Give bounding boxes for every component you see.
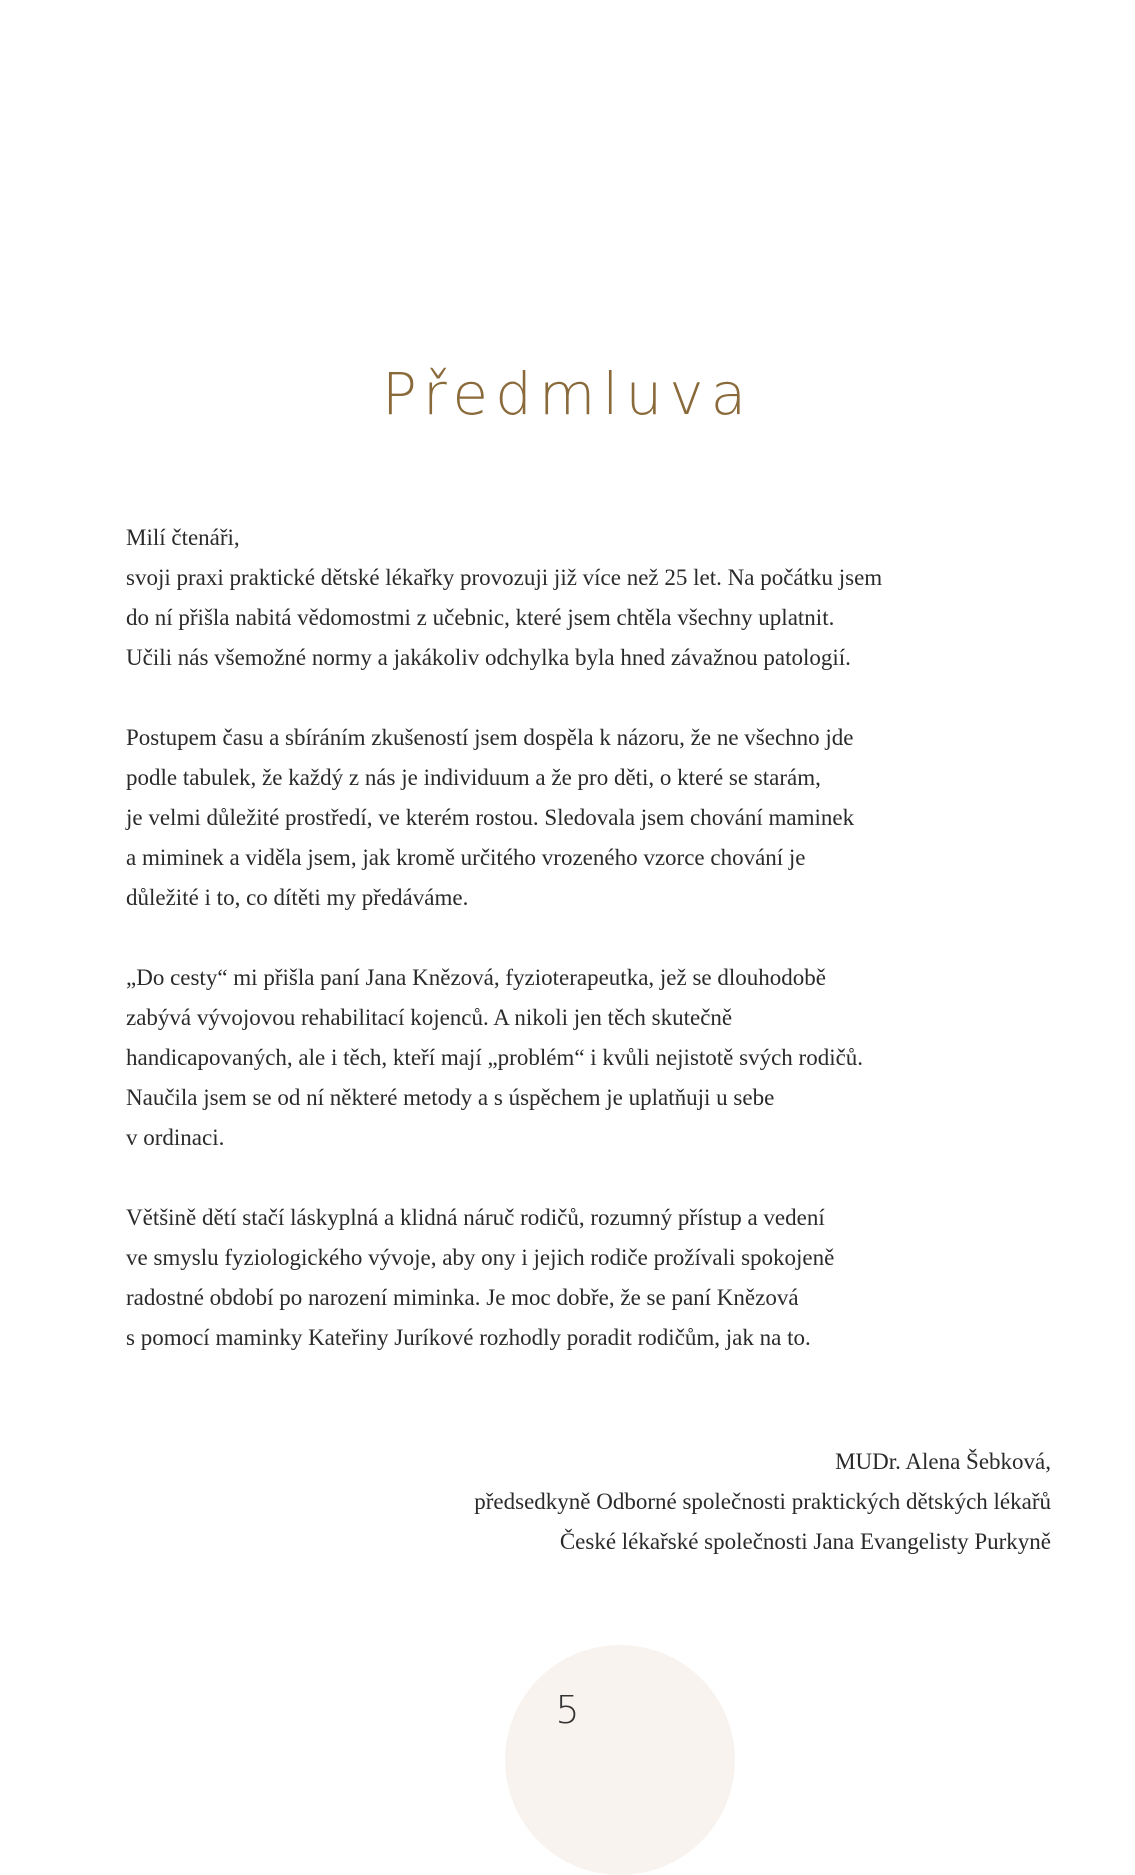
text-line: důležité i to, co dítěti my předáváme. [126,885,469,910]
text-line: zabývá vývojovou rehabilitací kojenců. A nikoli jen těch skutečně [126,1005,733,1030]
signature-role: předsedkyně Odborné společnosti praktických dětských lékařů [474,1489,1051,1514]
text-line: je velmi důležité prostředí, ve kterém rostou. Sledovala jsem chování maminek [126,805,855,830]
signature-name: MUDr. Alena Šebková, [835,1449,1051,1474]
text-line: Většině dětí stačí láskyplná a klidná náruč rodičů, rozumný přístup a vedení [126,1205,825,1230]
decorative-blob [505,1645,735,1875]
paragraph-4 [126,1198,1046,1358]
signature-block [474,1442,1051,1562]
foreword-body [126,518,1046,1398]
text-line: s pomocí maminky Kateřiny Juríkové rozhodly poradit rodičům, jak na to. [126,1325,811,1350]
text-line: radostné období po narození miminka. Je moc dobře, že se paní Knězová [126,1285,799,1310]
text-line: Naučila jsem se od ní některé metody a s úspěchem je uplatňuji u sebe [126,1085,775,1110]
text-line: v ordinaci. [126,1125,225,1150]
text-line: a miminek a viděla jsem, jak kromě určitého vrozeného vzorce chování je [126,845,806,870]
text-line: „Do cesty“ mi přišla paní Jana Knězová, fyzioterapeutka, jež se dlouhodobě [126,965,826,990]
text-line: handicapovaných, ale i těch, kteří mají „problém“ i kvůli nejistotě svých rodičů. [126,1045,864,1070]
page-title: Předmluva [381,360,754,428]
text-line: do ní přišla nabitá vědomostmi z učebnic, které jsem chtěla všechny uplatnit. [126,605,835,630]
text-line: svoji praxi praktické dětské lékařky provozuji již více než 25 let. Na počátku jsem [126,565,883,590]
page-number: 5 [555,1688,580,1732]
text-line: Milí čtenáři, [126,525,240,550]
signature-organization: České lékařské společnosti Jana Evangelisty Purkyně [559,1529,1051,1554]
paragraph-1 [126,518,1046,678]
text-line: Učili nás všemožné normy a jakákoliv odchylka byla hned závažnou patologií. [126,645,851,670]
paragraph-3 [126,958,1046,1158]
text-line: ve smyslu fyziologického vývoje, aby ony i jejich rodiče prožívali spokojeně [126,1245,835,1270]
text-line: podle tabulek, že každý z nás je individuum a že pro děti, o které se starám, [126,765,821,790]
paragraph-2 [126,718,1046,918]
text-line: Postupem času a sbíráním zkušeností jsem dospěla k názoru, že ne všechno jde [126,725,854,750]
